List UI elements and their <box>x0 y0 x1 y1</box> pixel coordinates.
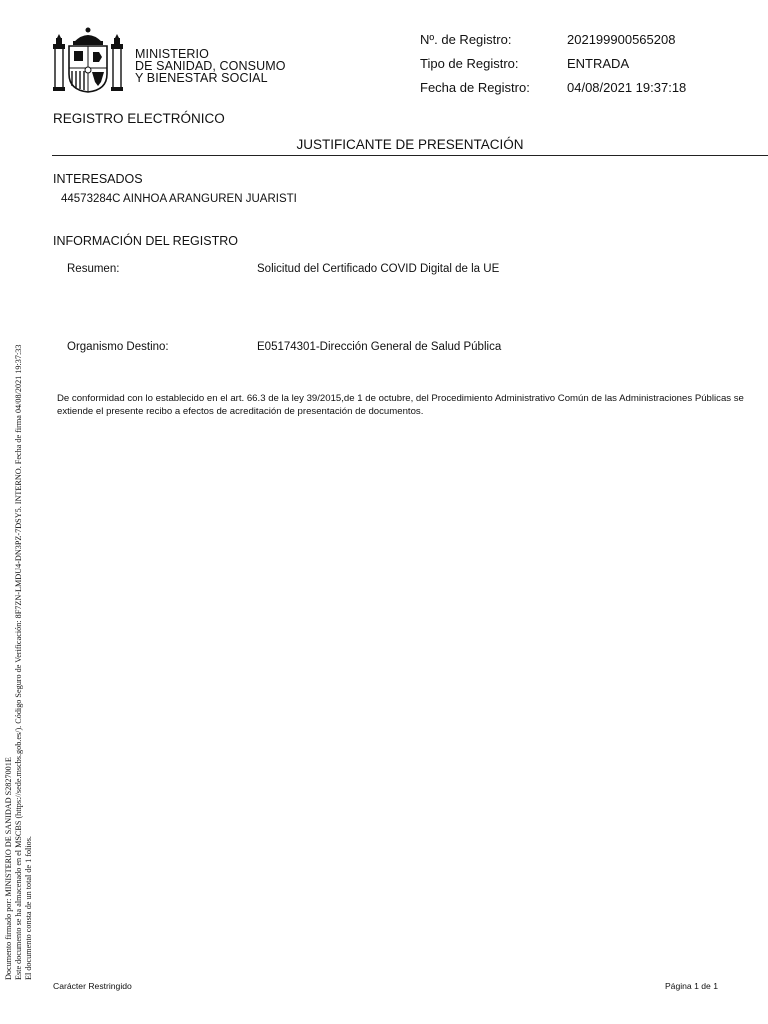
ministry-line-1: MINISTERIO <box>135 47 209 61</box>
coat-of-arms-icon <box>52 26 128 96</box>
footer-page-number: Página 1 de 1 <box>664 981 718 991</box>
title-divider <box>52 155 768 156</box>
registry-number-value: 202199900565208 <box>567 32 676 47</box>
ministry-line-3: Y BIENESTAR SOCIAL <box>135 71 268 85</box>
ministry-line-2: DE SANIDAD, CONSUMO <box>135 59 286 73</box>
registry-info-heading: INFORMACIÓN DEL REGISTRO <box>53 234 238 248</box>
registry-type-label: Tipo de Registro: <box>420 56 519 71</box>
interesado-entry: 44573284C AINHOA ARANGUREN JUARISTI <box>61 193 297 205</box>
registry-number-label: Nº. de Registro: <box>420 32 512 47</box>
stamp-line-1: Documento firmado por: MINISTERIO DE SANIDAD S2827001E <box>4 757 13 980</box>
stamp-line-3: El documento consta de un total de 1 folios. <box>24 836 33 980</box>
interesados-heading: INTERESADOS <box>53 172 143 186</box>
electronic-registry-heading: REGISTRO ELECTRÓNICO <box>53 111 225 126</box>
footer-restriction: Carácter Restringido <box>53 981 132 991</box>
ministry-logo <box>52 26 292 96</box>
destination-value: E05174301-Dirección General de Salud Pública <box>257 341 502 353</box>
destination-label: Organismo Destino: <box>67 341 169 353</box>
stamp-line-2: Este documento se ha almacenado en el MSCBS (https://sede.mscbs.gob.es/). Código Seguro de Verificación: 8F7ZN-LMDU4-DN3PZ-7DSY5. INTERNO. Fecha de firma 04/08/2021 19:37:33 <box>14 344 23 980</box>
summary-value: Solicitud del Certificado COVID Digital de la UE <box>257 263 500 275</box>
signature-stamp <box>4 310 34 980</box>
registry-date-value: 04/08/2021 19:37:18 <box>567 80 687 95</box>
document-title: JUSTIFICANTE DE PRESENTACIÓN <box>296 137 524 152</box>
registry-date-label: Fecha de Registro: <box>420 80 530 95</box>
ministry-name <box>135 48 286 84</box>
registry-type-value: ENTRADA <box>567 56 630 71</box>
legal-notice: De conformidad con lo establecido en el art. 66.3 de la ley 39/2015,de 1 de octubre, del Procedimiento Administrativo Común de las Administraciones Públicas se extiende el presente recibo a efectos de acreditación de presentación de documentos. <box>57 393 744 417</box>
summary-label: Resumen: <box>67 263 120 275</box>
